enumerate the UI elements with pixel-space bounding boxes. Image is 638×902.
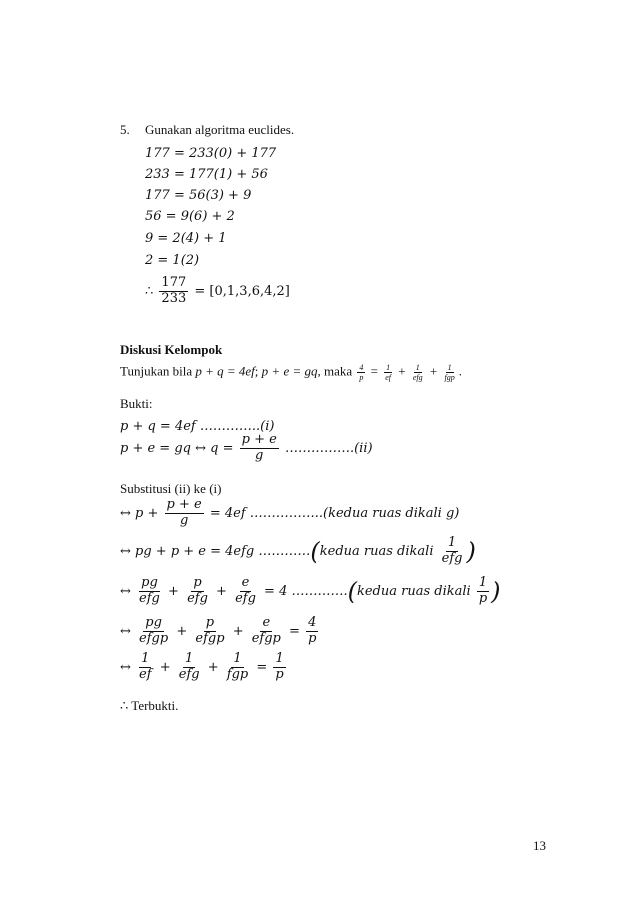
step-3-frac-a [137, 576, 162, 607]
step-4-frac-c [250, 616, 283, 647]
maka-text: , maka [317, 363, 353, 379]
claim-frac-3 [411, 363, 425, 382]
claim-frac-3-den: efg [412, 373, 423, 383]
equals-sign: = [256, 659, 268, 675]
claim-frac-2-den: ef [385, 373, 392, 383]
euclid-step-4: 56 = 9(6) + 2 [145, 209, 235, 224]
step-3-pre: ↔ [120, 583, 131, 599]
proof-line-2-left: p + e = gq ↔ q = [120, 440, 234, 456]
ratio-denominator: 233 [161, 290, 187, 306]
claim-frac-1 [357, 363, 365, 382]
step-3-a-num: pg [141, 575, 158, 590]
close-paren: ) [491, 577, 501, 606]
step-5-c-num: 1 [233, 651, 242, 666]
step-1-pre: ↔ p + [120, 505, 159, 521]
step-4-frac-a [137, 616, 170, 647]
step-2-num: 1 [447, 535, 457, 550]
proof-line-2 [120, 433, 373, 464]
step-5-a-num: 1 [141, 651, 150, 666]
proof-line-1: p + q = 4ef …………..(i) [120, 419, 275, 434]
plus-sign: + [216, 583, 227, 599]
plus-sign: + [232, 623, 244, 639]
claim-frac-4-num: 1 [447, 363, 452, 372]
step-4-c-num: e [262, 615, 271, 630]
step-3-c-num: e [241, 575, 250, 590]
step-4-c-den: efgp [251, 630, 281, 646]
step-5-b-den: efg [178, 666, 200, 682]
claim-frac-1-den: p [359, 373, 364, 383]
step-5-frac-a [137, 652, 154, 683]
step-3-b-num: p [193, 575, 202, 590]
q-fraction-num: p + e [241, 432, 277, 447]
plus-sign: + [429, 363, 438, 379]
step-5 [120, 652, 288, 683]
plus-sign: + [168, 583, 179, 599]
euclid-step-6: 2 = 1(2) [145, 253, 200, 268]
claim-frac-4 [443, 363, 457, 382]
step-3-den: p [478, 590, 488, 606]
open-paren: ( [310, 537, 320, 566]
step-3-mid: = 4 …………. [264, 583, 348, 599]
step-2-den: efg [441, 550, 463, 566]
step-5-r-den: p [275, 666, 284, 682]
step-5-r-num: 1 [275, 651, 284, 666]
page-number: 13 [533, 838, 546, 853]
step-5-a-den: ef [139, 666, 152, 682]
step-5-pre: ↔ [120, 659, 131, 675]
condition-2: p + e = gq [261, 363, 318, 379]
step-3-fraction [477, 576, 489, 607]
separator: ; [254, 363, 259, 379]
step-4-b-den: efgp [195, 630, 225, 646]
step-1-num: p + e [166, 497, 202, 512]
claim-frac-4-den: fgp [444, 373, 455, 383]
euclid-step-2: 233 = 177(1) + 56 [145, 167, 268, 182]
euclid-step-1: 177 = 233(0) + 177 [145, 146, 277, 161]
step-3-frac-c [233, 576, 258, 607]
conclusion: ∴ Terbukti. [120, 698, 179, 713]
step-4-b-num: p [205, 615, 215, 630]
item-number: 5. [120, 122, 130, 137]
equals-sign: = [370, 363, 378, 379]
step-2 [120, 536, 476, 567]
equals-sign: = [289, 623, 300, 639]
close-paren: ) [466, 537, 476, 566]
ratio-fraction [159, 276, 188, 307]
claim-frac-2-num: 1 [386, 363, 391, 372]
step-4-pre: ↔ [120, 623, 131, 639]
step-5-c-den: fgp [226, 666, 249, 682]
euclid-step-3: 177 = 56(3) + 9 [145, 188, 252, 203]
step-4 [120, 616, 320, 647]
step-4-a-den: efgp [139, 630, 169, 646]
plus-sign: + [398, 363, 406, 379]
section-heading: Diskusi Kelompok [120, 342, 223, 357]
step-5-frac-c [225, 652, 250, 683]
claim-frac-1-num: 4 [359, 363, 364, 372]
step-2-note: kedua ruas dikali [319, 543, 434, 559]
step-4-a-num: pg [145, 615, 162, 630]
step-5-frac-b [177, 652, 202, 683]
plus-sign: + [176, 623, 188, 639]
step-1 [120, 498, 459, 529]
step-1-den: g [179, 512, 189, 528]
step-4-frac-r [306, 616, 318, 647]
continued-fraction-value: = [0,1,3,6,4,2] [194, 283, 290, 299]
step-4-r-den: p [308, 630, 317, 646]
step-2-pre: ↔ pg + p + e = 4efg ………… [120, 543, 311, 559]
step-1-post: = 4ef ……………..(kedua ruas dikali g) [209, 505, 460, 521]
continued-fraction-result [145, 276, 290, 307]
plus-sign: + [159, 659, 171, 675]
step-4-frac-b [193, 616, 226, 647]
q-fraction-den: g [255, 447, 264, 463]
step-3-num: 1 [478, 575, 488, 590]
step-3-note: kedua ruas dikali [356, 583, 471, 599]
step-5-b-num: 1 [185, 651, 194, 666]
open-paren: ( [347, 577, 357, 606]
step-3 [120, 576, 501, 607]
step-3-a-den: efg [139, 590, 160, 606]
proof-line-2-right: …………….(ii) [284, 440, 373, 456]
step-1-fraction [165, 498, 204, 529]
euclid-step-5: 9 = 2(4) + 1 [145, 231, 227, 246]
step-3-frac-b [185, 576, 210, 607]
step-4-r-num: 4 [308, 615, 317, 630]
step-3-b-den: efg [187, 590, 208, 606]
claim-frac-2 [383, 363, 393, 382]
substitution-label: Substitusi (ii) ke (i) [120, 481, 222, 496]
period: . [458, 363, 462, 379]
ratio-numerator: 177 [161, 275, 187, 290]
q-fraction [240, 433, 279, 464]
problem-text: Tunjukan bila [120, 363, 193, 379]
claim-frac-3-num: 1 [415, 363, 420, 372]
therefore-symbol: ∴ [145, 283, 154, 299]
proof-label: Bukti: [120, 396, 153, 411]
step-2-fraction [440, 536, 465, 567]
item-title: Gunakan algoritma euclides. [145, 122, 295, 137]
condition-1: p + q = 4ef [195, 363, 255, 379]
plus-sign: + [207, 659, 219, 675]
problem-statement [120, 363, 462, 382]
step-5-frac-r [273, 652, 285, 683]
step-3-c-den: efg [235, 590, 256, 606]
